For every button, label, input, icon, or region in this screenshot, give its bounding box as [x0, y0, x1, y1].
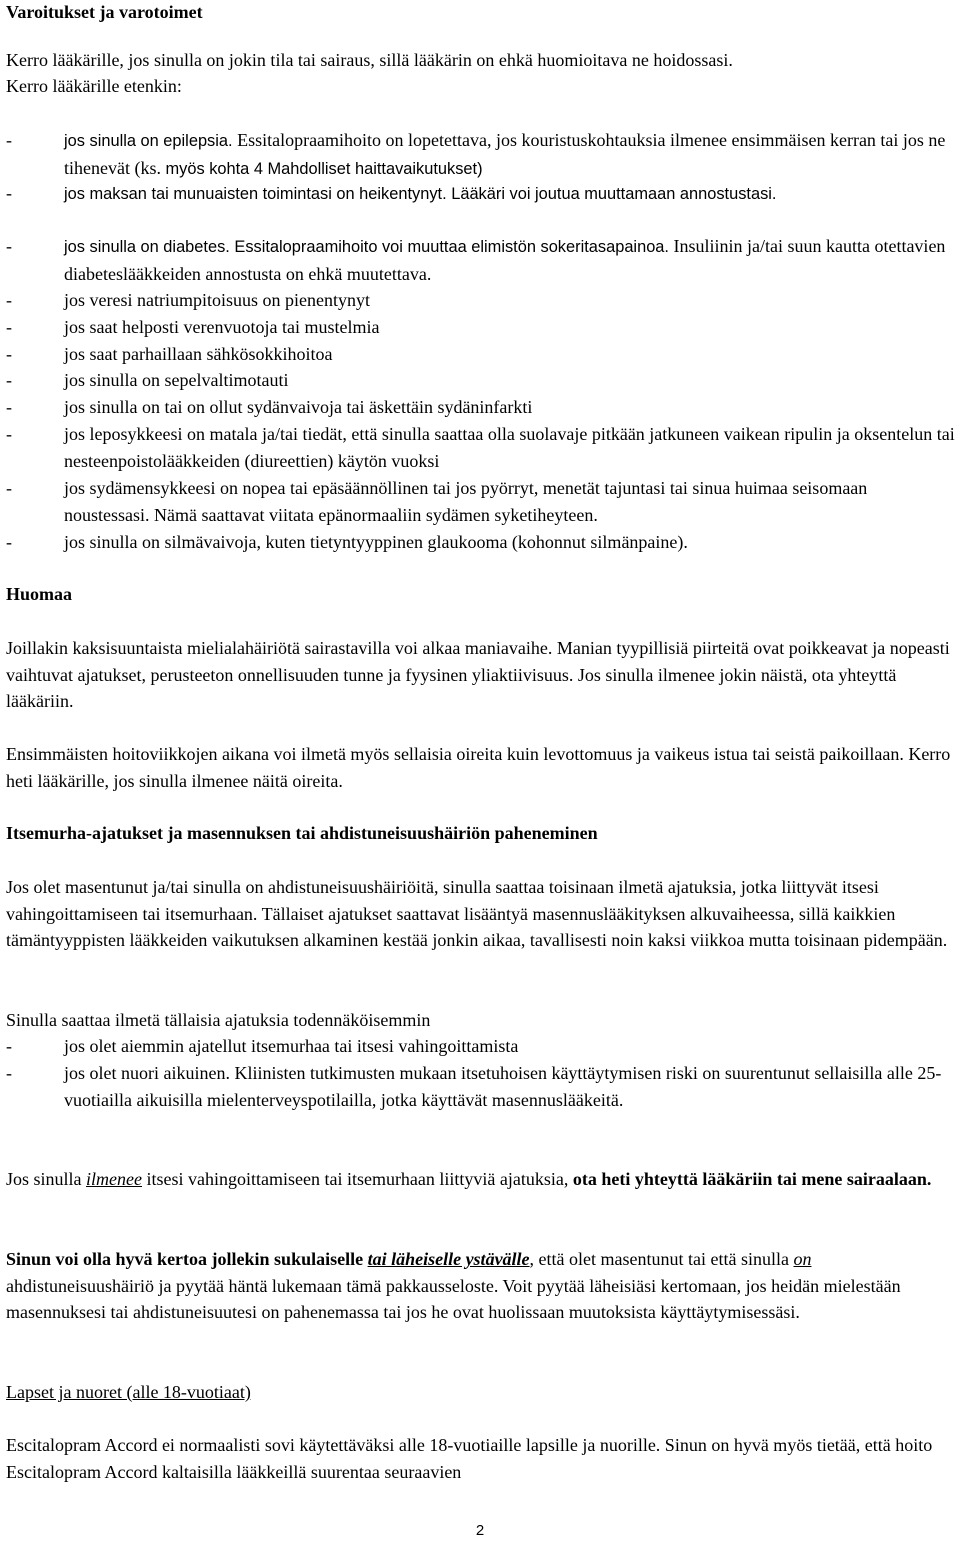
- heading-suicide: Itsemurha-ajatukset ja masennuksen tai ahdistuneisuushäiriön paheneminen: [6, 823, 598, 843]
- list-item: - jos sinulla on diabetes. Essitalopraamihoito voi muuttaa elimistön sokeritasapainoa. Insuliinin ja/tai suun kautta otettavien diabeteslääkkeiden annostusta on ehkä muutettava.: [6, 236, 946, 284]
- list-item: - jos saat helposti verenvuotoja tai mustelmia: [6, 317, 380, 337]
- list-item: - jos maksan tai munuaisten toimintasi on heikentynyt. Lääkäri voi joutua muuttamaan annostustasi.: [6, 183, 777, 203]
- tell-relative-paragraph: Sinun voi olla hyvä kertoa jollekin sukulaiselle tai läheiselle ystävälle, että olet masentunut tai että sinulla on ahdistuneisuushäiriö ja pyytää häntä lukemaan tämä pakkausseloste. Voit pyytää läheisiäsi kertomaan, jos heidän mielestään masennuksesi tai ahdistuneisuutesi on pahenemassa tai jos he ovat huolissaan muutoksista käyttäytymisessäsi.: [6, 1249, 901, 1323]
- intro-line-1: Kerro lääkärille, jos sinulla on jokin tila tai sairaus, sillä lääkärin on ehkä huomioitava ne hoidossasi.: [6, 50, 733, 70]
- suicide-paragraph-1: Jos olet masentunut ja/tai sinulla on ahdistuneisuushäiriöitä, sinulla saattaa toisinaan ilmetä ajatuksia, jotka liittyvät itsesi vahingoittamiseen tai itsemurhaan. Tällaiset ajatukset saattavat lisääntyä masennuslääkityksen alkuvaiheessa, sillä kaikkien tämäntyyppisten lääkkeiden vaikutuksen alkaminen kestää jonkin aikaa, tavallisesti noin kaksi viikkoa mutta toisinaan pidempään.: [6, 877, 948, 951]
- list-item: - jos veresi natriumpitoisuus on pienentynyt: [6, 290, 370, 310]
- heading-note: Huomaa: [6, 584, 73, 604]
- heading-children: Lapset ja nuoret (alle 18-vuotiaat): [6, 1382, 251, 1402]
- list-item: - jos sinulla on sepelvaltimotauti: [6, 370, 289, 390]
- list-item: - jos sinulla on tai on ollut sydänvaivoja tai äskettäin sydäninfarkti: [6, 397, 533, 417]
- list-item: - jos sinulla on epilepsia. Essitalopraamihoito on lopetettava, jos kouristuskohtauksia ilmenee ensimmäisen kerran tai jos ne tihenevät (ks. myös kohta 4 Mahdolliset haittavaikutukset): [6, 130, 946, 178]
- children-paragraph: Escitalopram Accord ei normaalisti sovi käytettäväksi alle 18-vuotiaille lapsille ja nuorille. Sinun on hyvä myös tietää, että hoito Escitalopram Accord kaltaisilla lääkkeillä suurentaa seuraavien: [6, 1435, 933, 1482]
- list-item: - jos sinulla on silmävaivoja, kuten tietyntyyppinen glaukooma (kohonnut silmänpaine).: [6, 532, 688, 552]
- list-item: - jos saat parhaillaan sähkösokkihoitoa: [6, 344, 333, 364]
- list-item: - jos leposykkeesi on matala ja/tai tiedät, että sinulla saattaa olla suolavaje pitkään jatkuneen vaikean ripulin ja oksentelun tai nesteenpoistolääkkeiden (diureettien) käytön vuoksi: [6, 424, 955, 471]
- heading-warnings: Varoitukset ja varotoimet: [6, 2, 203, 22]
- list-item: - jos sydämensykkeesi on nopea tai epäsäännöllinen tai jos pyörryt, menetät tajuntasi tai sinua huimaa seisomaan noustessasi. Nämä saattavat viitata epänormaaliin sydämen syketiheyteen.: [6, 478, 868, 525]
- note-paragraph-2: Ensimmäisten hoitoviikkojen aikana voi ilmetä myös sellaisia oireita kuin levottomuus ja vaikeus istua tai seistä paikoillaan. Kerro heti lääkärille, jos sinulla ilmenee näitä oireita.: [6, 744, 951, 791]
- intro-line-2: Kerro lääkärille etenkin:: [6, 76, 182, 96]
- contact-doctor-paragraph: Jos sinulla ilmenee itsesi vahingoittamiseen tai itsemurhaan liittyviä ajatuksia, ota heti yhteyttä lääkäriin tai mene sairaalaan.: [6, 1169, 932, 1189]
- page-number: 2: [475, 1522, 485, 1539]
- list-item: - jos olet aiemmin ajatellut itsemurhaa tai itsesi vahingoittamista: [6, 1036, 519, 1056]
- note-paragraph-1: Joillakin kaksisuuntaista mielialahäiriötä sairastavilla voi alkaa maniavaihe. Manian tyypillisiä piirteitä ovat poikkeavat ja nopeasti vaihtuvat ajatukset, perusteeton onnellisuuden tunne ja fyysinen yliaktiivisuus. Jos sinulla ilmenee jokin näistä, ota yhteyttä lääkäriin.: [6, 638, 950, 712]
- suicide-paragraph-2: Sinulla saattaa ilmetä tällaisia ajatuksia todennäköisemmin: [6, 1010, 431, 1030]
- list-item: - jos olet nuori aikuinen. Kliinisten tutkimusten mukaan itsetuhoisen käyttäytymisen riski on suurentunut sellaisilla alle 25-vuotiailla aikuisilla mielenterveyspotilailla, jotka käyttävät masennuslääkeitä.: [6, 1063, 942, 1110]
